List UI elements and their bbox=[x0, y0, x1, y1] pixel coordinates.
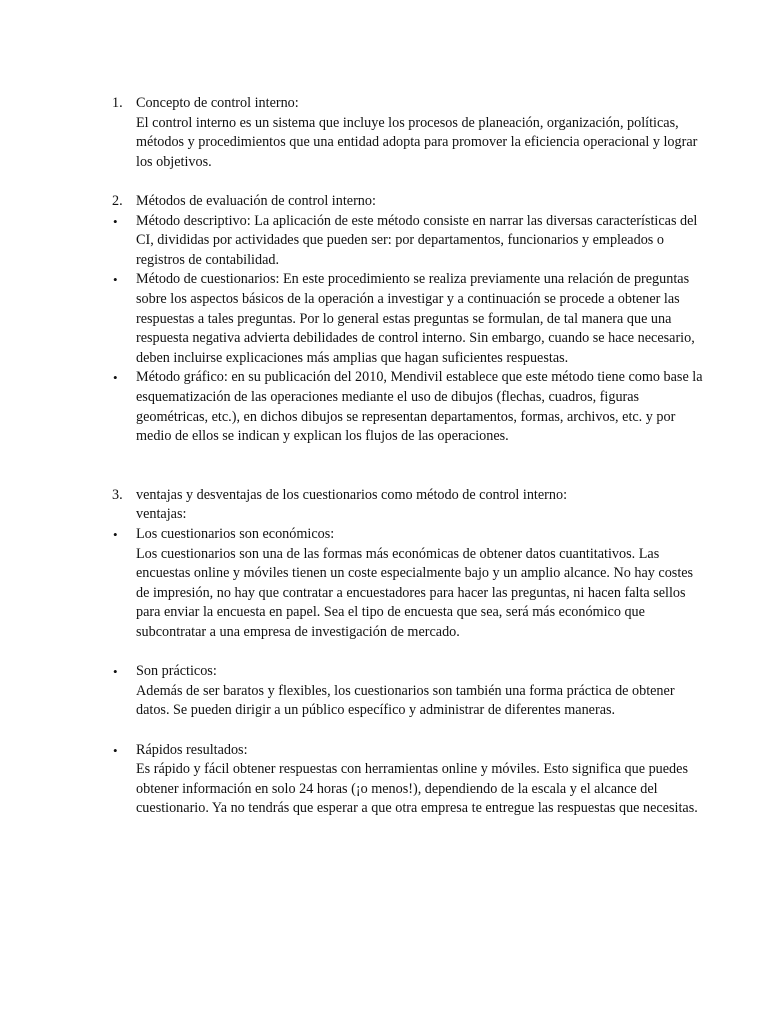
list-item-method-questionnaire bbox=[0, 270, 768, 368]
bullet-marker: • bbox=[113, 742, 118, 758]
list-item-economic bbox=[0, 525, 768, 643]
list-item-text: Método gráfico: en su publicación del 2010, Mendivil establece que este método tiene como base la esquematización de las operaciones mediante el uso de dibujos (flechas, cuadros, figuras geométricas, etc.), en dichos dibujos se representan departamentos, formas, archivos, etc. y por medio de ellos se indican y explican los flujos de las operaciones. bbox=[136, 369, 703, 445]
list-item-title: Los cuestionarios son económicos: bbox=[136, 526, 335, 543]
list-item-practical bbox=[0, 662, 768, 721]
list-item-fast-results bbox=[0, 741, 768, 819]
section-2-heading: Métodos de evaluación de control interno: bbox=[136, 192, 376, 209]
section-3-heading: ventajas y desventajas de los cuestionarios como método de control interno: bbox=[136, 486, 568, 503]
section-2 bbox=[0, 192, 768, 212]
spacer bbox=[0, 643, 768, 663]
list-item-text: Los cuestionarios son una de las formas más económicas de obtener datos cuantitativos. Las encuestas online y móviles tienen un coste especialmente bajo y un amplio alcance. No hay costes de impresión, no hay que contratar a encuestadores para hacer las preguntas, ni hacen falta sellos para enviar la encuesta en papel. Sea el tipo de encuesta que sea, será más económico que subcontratar a una empresa de investigación de mercado. bbox=[136, 545, 694, 641]
list-item-title: Son prácticos: bbox=[136, 663, 217, 680]
section-1-number: 1. bbox=[112, 95, 123, 111]
list-item-text: Además de ser baratos y flexibles, los cuestionarios son también una forma práctica de obtener datos. Se pueden dirigir a un público específico y administrar de diferentes maneras. bbox=[136, 682, 675, 719]
list-item-text: Método descriptivo: La aplicación de este método consiste en narrar las diversas características del CI, divididas por actividades que pueden ser: por departamentos, funcionarios y empleados o registros de contabilidad. bbox=[136, 212, 698, 268]
section-1 bbox=[0, 94, 768, 172]
section-3-number: 3. bbox=[112, 486, 123, 503]
section-1-heading: Concepto de control interno: bbox=[136, 95, 299, 111]
list-item-text: Método de cuestionarios: En este procedimiento se realiza previamente una relación de preguntas sobre los aspectos básicos de la operación a investigar y a continuación se procede a obtener las respuestas a tales preguntas. Por lo general estas preguntas se formulan, de tal manera que una respuesta negativa advierta debilidades de control interno. Sin embargo, cuando se hace necesario, deben incluirse explicaciones más amplias que hagan suficientes respuestas. bbox=[136, 271, 695, 366]
list-item-method-descriptive bbox=[0, 212, 768, 271]
section-3 bbox=[0, 486, 768, 525]
section-3-subheading: ventajas: bbox=[136, 506, 187, 523]
spacer bbox=[0, 721, 768, 741]
section-2-number: 2. bbox=[112, 192, 123, 209]
bullet-marker: • bbox=[113, 527, 118, 543]
list-item-text: Es rápido y fácil obtener respuestas con herramientas online y móviles. Esto significa que puedes obtener información en solo 24 horas (¡o menos!), dependiendo de la escala y el alcance del cuestionario. Ya no tendrás que esperar a que otra empresa te entregue las respuestas que necesitas. bbox=[136, 761, 698, 817]
bullet-marker: • bbox=[113, 664, 118, 680]
section-1-text: El control interno es un sistema que incluye los procesos de planeación, organización, políticas, métodos y procedimientos que una entidad adopta para promover la eficiencia operacional y lograr los objetivos. bbox=[136, 114, 698, 170]
spacer bbox=[0, 172, 768, 192]
spacer bbox=[0, 447, 768, 486]
document-page bbox=[0, 94, 768, 819]
bullet-marker: • bbox=[113, 370, 118, 386]
bullet-marker: • bbox=[113, 213, 118, 229]
bullet-marker: • bbox=[113, 272, 118, 288]
list-item-title: Rápidos resultados: bbox=[136, 741, 248, 758]
list-item-method-graphic bbox=[0, 368, 768, 446]
